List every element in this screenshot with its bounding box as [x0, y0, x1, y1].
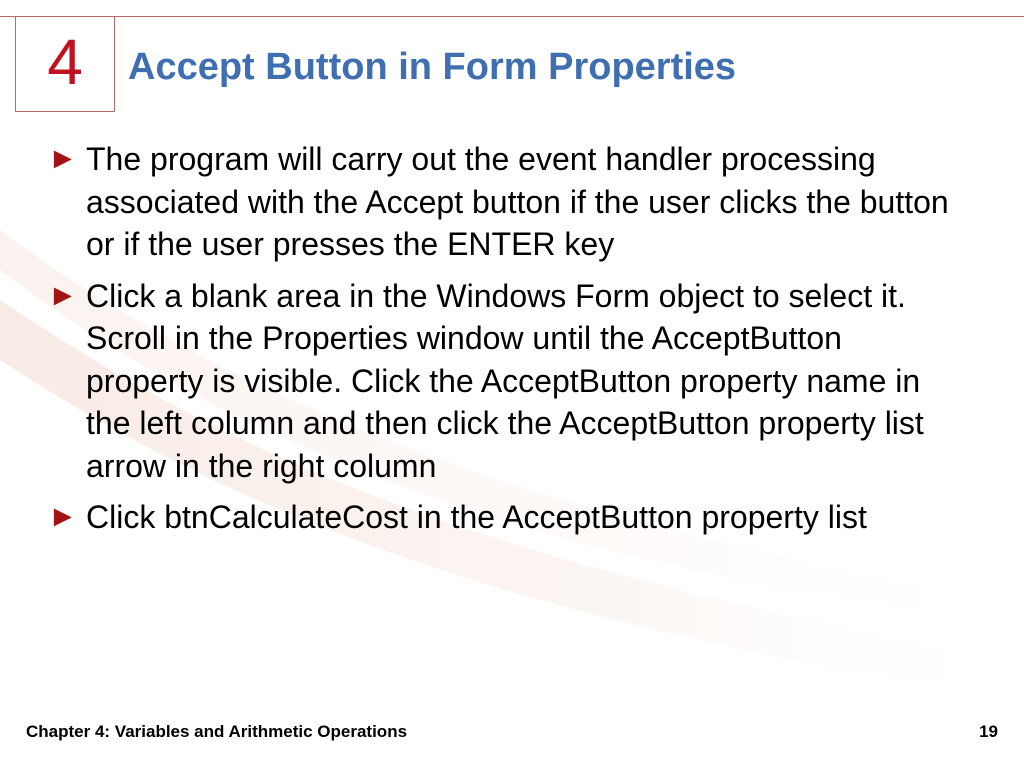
bullet-text: The program will carry out the event handler processing associated with the Accept button if the user clicks the button or if the user presses the ENTER key: [86, 141, 949, 262]
footer-page-number: 19: [979, 722, 998, 741]
chapter-number-box: [15, 16, 115, 112]
chapter-number: 4: [47, 26, 83, 98]
bullet-item: [48, 275, 968, 488]
bullet-arrow-icon: ►: [48, 500, 78, 533]
bullet-item: [48, 496, 968, 539]
bullet-arrow-icon: ►: [48, 278, 78, 312]
bullet-arrow-icon: ►: [48, 142, 78, 175]
bullet-list: [48, 138, 968, 548]
slide-title: Accept Button in Form Properties: [128, 46, 737, 88]
bullet-text: Click a blank area in the Windows Form object to select it. Scroll in the Properties window until the AcceptButton property is visible. Click the AcceptButton property name in the left column and then click the AcceptButton property list arrow in the right column: [86, 277, 924, 484]
header-rule: [0, 16, 1024, 17]
footer-chapter-label: Chapter 4: Variables and Arithmetic Operations: [26, 722, 408, 741]
bullet-text: Click btnCalculateCost in the AcceptButton property list: [86, 499, 867, 535]
bullet-item: [48, 138, 968, 266]
